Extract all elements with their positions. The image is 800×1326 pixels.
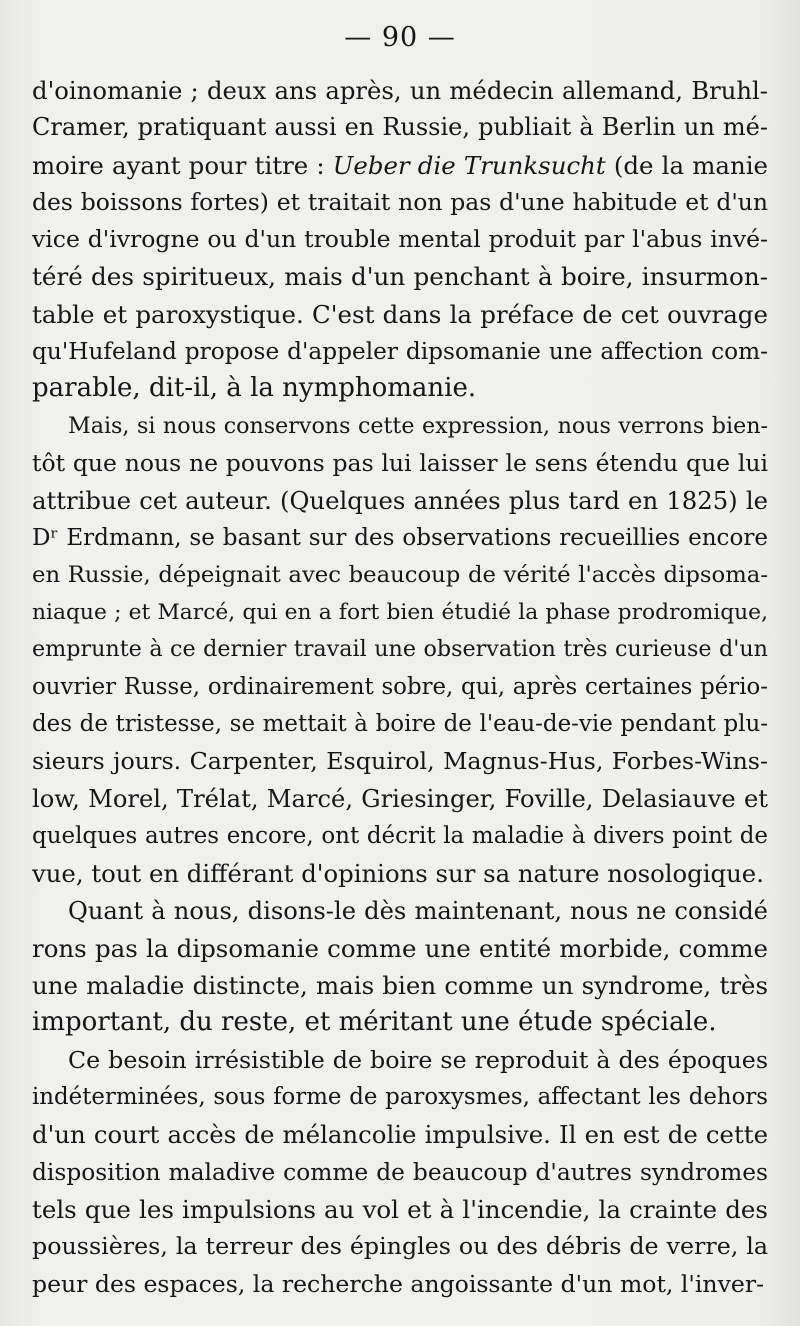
- text-line: indéterminées, sous forme de paroxysmes, affectant les dehors: [32, 1084, 768, 1111]
- text-line: en Russie, dépeignait avec beaucoup de vérité l'accès dipsoma-: [32, 561, 768, 588]
- page-body: [32, 72, 768, 1303]
- paragraph: [32, 1042, 768, 1303]
- text-line: téré des spiritueux, mais d'un penchant à boire, insurmon-: [32, 262, 768, 292]
- text-segment: moire ayant pour titre :: [32, 150, 333, 180]
- page-number: — 90 —: [344, 22, 456, 53]
- text-line: des de tristesse, se mettait à boire de l'eau-de-vie pendant plu-: [32, 711, 768, 738]
- paragraph: [32, 72, 768, 408]
- text-line: Ce besoin irrésistible de boire se reproduit à des époques: [68, 1045, 768, 1074]
- text-line: des boissons fortes) et traitait non pas d'une habitude et d'un: [32, 187, 768, 216]
- text-line: vue, tout en différant d'opinions sur sa nature nosologique.: [32, 859, 764, 889]
- text-line: d'oinomanie ; deux ans après, un médecin allemand, Bruhl-: [32, 76, 768, 105]
- text-segment: (de la manie: [605, 150, 768, 180]
- text-line: ouvrier Russe, ordinairement sobre, qui, après certaines pério-: [32, 673, 768, 700]
- text-line: rons pas la dipsomanie comme une entité morbide, comme: [32, 933, 768, 963]
- text-line: d'un court accès de mélancolie impulsive. Il en est de cette: [32, 1120, 768, 1150]
- text-line: Dʳ Erdmann, se basant sur des observations recueillies encore: [32, 524, 768, 551]
- text-line: poussières, la terreur des épingles ou des débris de verre, la: [32, 1232, 768, 1261]
- text-line: quelques autres encore, ont décrit la maladie à divers point de: [32, 822, 768, 849]
- text-line: Mais, si nous conservons cette expression, nous verrons bien-: [68, 412, 768, 439]
- text-line: niaque ; et Marcé, qui en a fort bien étudié la phase prodromique,: [32, 600, 768, 626]
- text-line: emprunte à ce dernier travail une observation très curieuse d'un: [32, 636, 768, 663]
- text-line: sieurs jours. Carpenter, Esquirol, Magnus-Hus, Forbes-Wins-: [32, 747, 768, 776]
- text-line: attribue cet auteur. (Quelques années plus tard en 1825) le: [32, 486, 768, 516]
- paragraph: [32, 408, 768, 893]
- text-line: [32, 147, 768, 184]
- text-line: vice d'ivrogne ou d'un trouble mental produit par l'abus invé-: [32, 225, 768, 254]
- text-line: tels que les impulsions au vol et à l'incendie, la crainte des: [32, 1194, 768, 1224]
- text-line: Cramer, pratiquant aussi en Russie, publiait à Berlin un mé-: [32, 113, 768, 142]
- text-line: parable, dit-il, à la nymphomanie.: [32, 373, 477, 404]
- text-line: qu'Hufeland propose d'appeler dipsomanie une affection com-: [32, 338, 768, 366]
- text-line: Quant à nous, disons-le dès maintenant, nous ne considé: [68, 896, 768, 925]
- text-line: tôt que nous ne pouvons pas lui laisser le sens étendu que lui: [32, 448, 768, 477]
- book-title-italic: Ueber die Trunksucht: [332, 150, 606, 180]
- text-line: low, Morel, Trélat, Marcé, Griesinger, Foville, Delasiauve et: [32, 784, 768, 813]
- text-line: disposition maladive comme de beaucoup d'autres syndromes: [32, 1158, 768, 1186]
- text-line: important, du reste, et méritant une étude spéciale.: [32, 1007, 717, 1038]
- text-line: table et paroxystique. C'est dans la préface de cet ouvrage: [32, 299, 768, 329]
- paragraph: [32, 893, 768, 1042]
- text-line: peur des espaces, la recherche angoissante d'un mot, l'inver-: [32, 1269, 765, 1298]
- text-line: une maladie distincte, mais bien comme un syndrome, très: [32, 971, 768, 1001]
